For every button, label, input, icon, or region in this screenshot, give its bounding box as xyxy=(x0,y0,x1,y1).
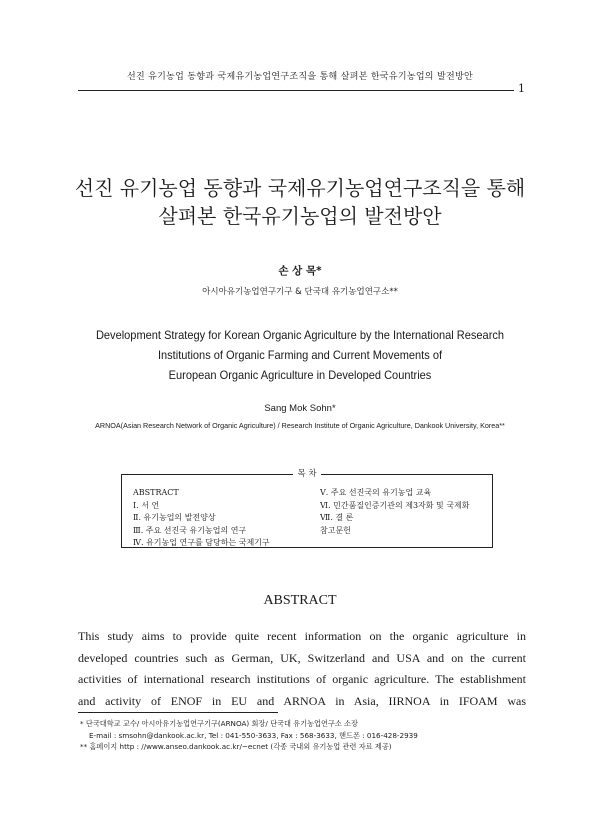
running-header: 선진 유기농업 동향과 국제유기농업연구조직을 통해 살펴본 한국유기농업의 발전방안 xyxy=(127,72,473,82)
english-title-line-3: European Organic Agriculture in Developed Countries xyxy=(168,368,432,382)
english-affiliation: ARNOA(Asian Research Network of Organic Agriculture) / Research Institute of Organic Agriculture, Dankook University, Korea** xyxy=(95,421,505,430)
abstract-line: developed countries such as German, UK, Switzerland and USA and on the current xyxy=(78,650,526,665)
page-number: 1 xyxy=(518,82,525,95)
korean-title-line-2: 살펴본 한국유기농업의 발전방안 xyxy=(158,204,442,228)
korean-title xyxy=(0,174,600,230)
footnote-homepage: ** 홈페이지 http : //www.anseo.dankook.ac.kr/~ecnet (각종 국내외 유기농업 관련 자료 제공) xyxy=(80,742,392,751)
toc-item: Ⅶ. 결 론 xyxy=(320,513,354,522)
abstract-line: This study aims to provide quite recent information on the organic agriculture in xyxy=(78,629,526,643)
toc-item: Ⅱ. 유기농업의 발전양상 xyxy=(133,513,216,522)
footnote-contact: E-mail : smsohn@dankook.ac.kr, Tel : 041-550-3633, Fax : 568-3633, 핸드폰 : 016-428-2939 xyxy=(89,730,418,740)
toc-item: Ⅰ. 서 언 xyxy=(133,500,160,510)
toc-left-column xyxy=(133,487,270,550)
table-of-contents xyxy=(121,469,493,548)
toc-item: Ⅲ. 주요 선진국 유기농업의 연구 xyxy=(133,525,247,535)
english-author: Sang Mok Sohn* xyxy=(264,403,336,414)
footnote-author: * 단국대학교 교수/ 아시아유기농업연구기구(ARNOA) 회장/ 단국대 유기농업연구소 소장 xyxy=(80,719,358,728)
toc-item: Ⅵ. 민간품질인증기관의 제3자화 및 국제화 xyxy=(320,500,470,510)
korean-affiliation: 아시아유기농업연구기구 & 단국대 유기농업연구소** xyxy=(202,287,398,297)
abstract-heading: ABSTRACT xyxy=(263,593,337,608)
toc-right-column xyxy=(320,487,470,537)
toc-item: 참고문헌 xyxy=(320,525,351,535)
abstract-line: and activity of ENOF in EU and ARNOA in Asia, IIRNOA in IFOAM was xyxy=(78,693,526,708)
header-rule xyxy=(78,90,514,91)
english-title xyxy=(24,325,576,385)
english-title-line-1: Development Strategy for Korean Organic Agriculture by the International Research xyxy=(95,328,505,342)
abstract-body xyxy=(78,626,526,712)
footnotes xyxy=(80,718,540,753)
english-title-line-2: Institutions of Organic Farming and Current Movements of xyxy=(157,348,443,362)
toc-item: ABSTRACT xyxy=(133,488,179,497)
korean-title-line-1: 선진 유기농업 동향과 국제유기농업연구조직을 통해 xyxy=(74,176,526,200)
toc-title-wrap xyxy=(122,468,492,480)
toc-item: Ⅴ. 주요 선진국의 유기농업 교육 xyxy=(320,488,432,497)
korean-author: 손 상 목* xyxy=(278,265,322,277)
toc-item: Ⅳ. 유기농업 연구를 담당하는 국제기구 xyxy=(133,538,270,547)
footnote-rule xyxy=(78,712,278,713)
abstract-line: activities of international research institutions of organic agriculture. The establishment xyxy=(78,672,526,686)
toc-title: 목 차 xyxy=(293,469,320,479)
